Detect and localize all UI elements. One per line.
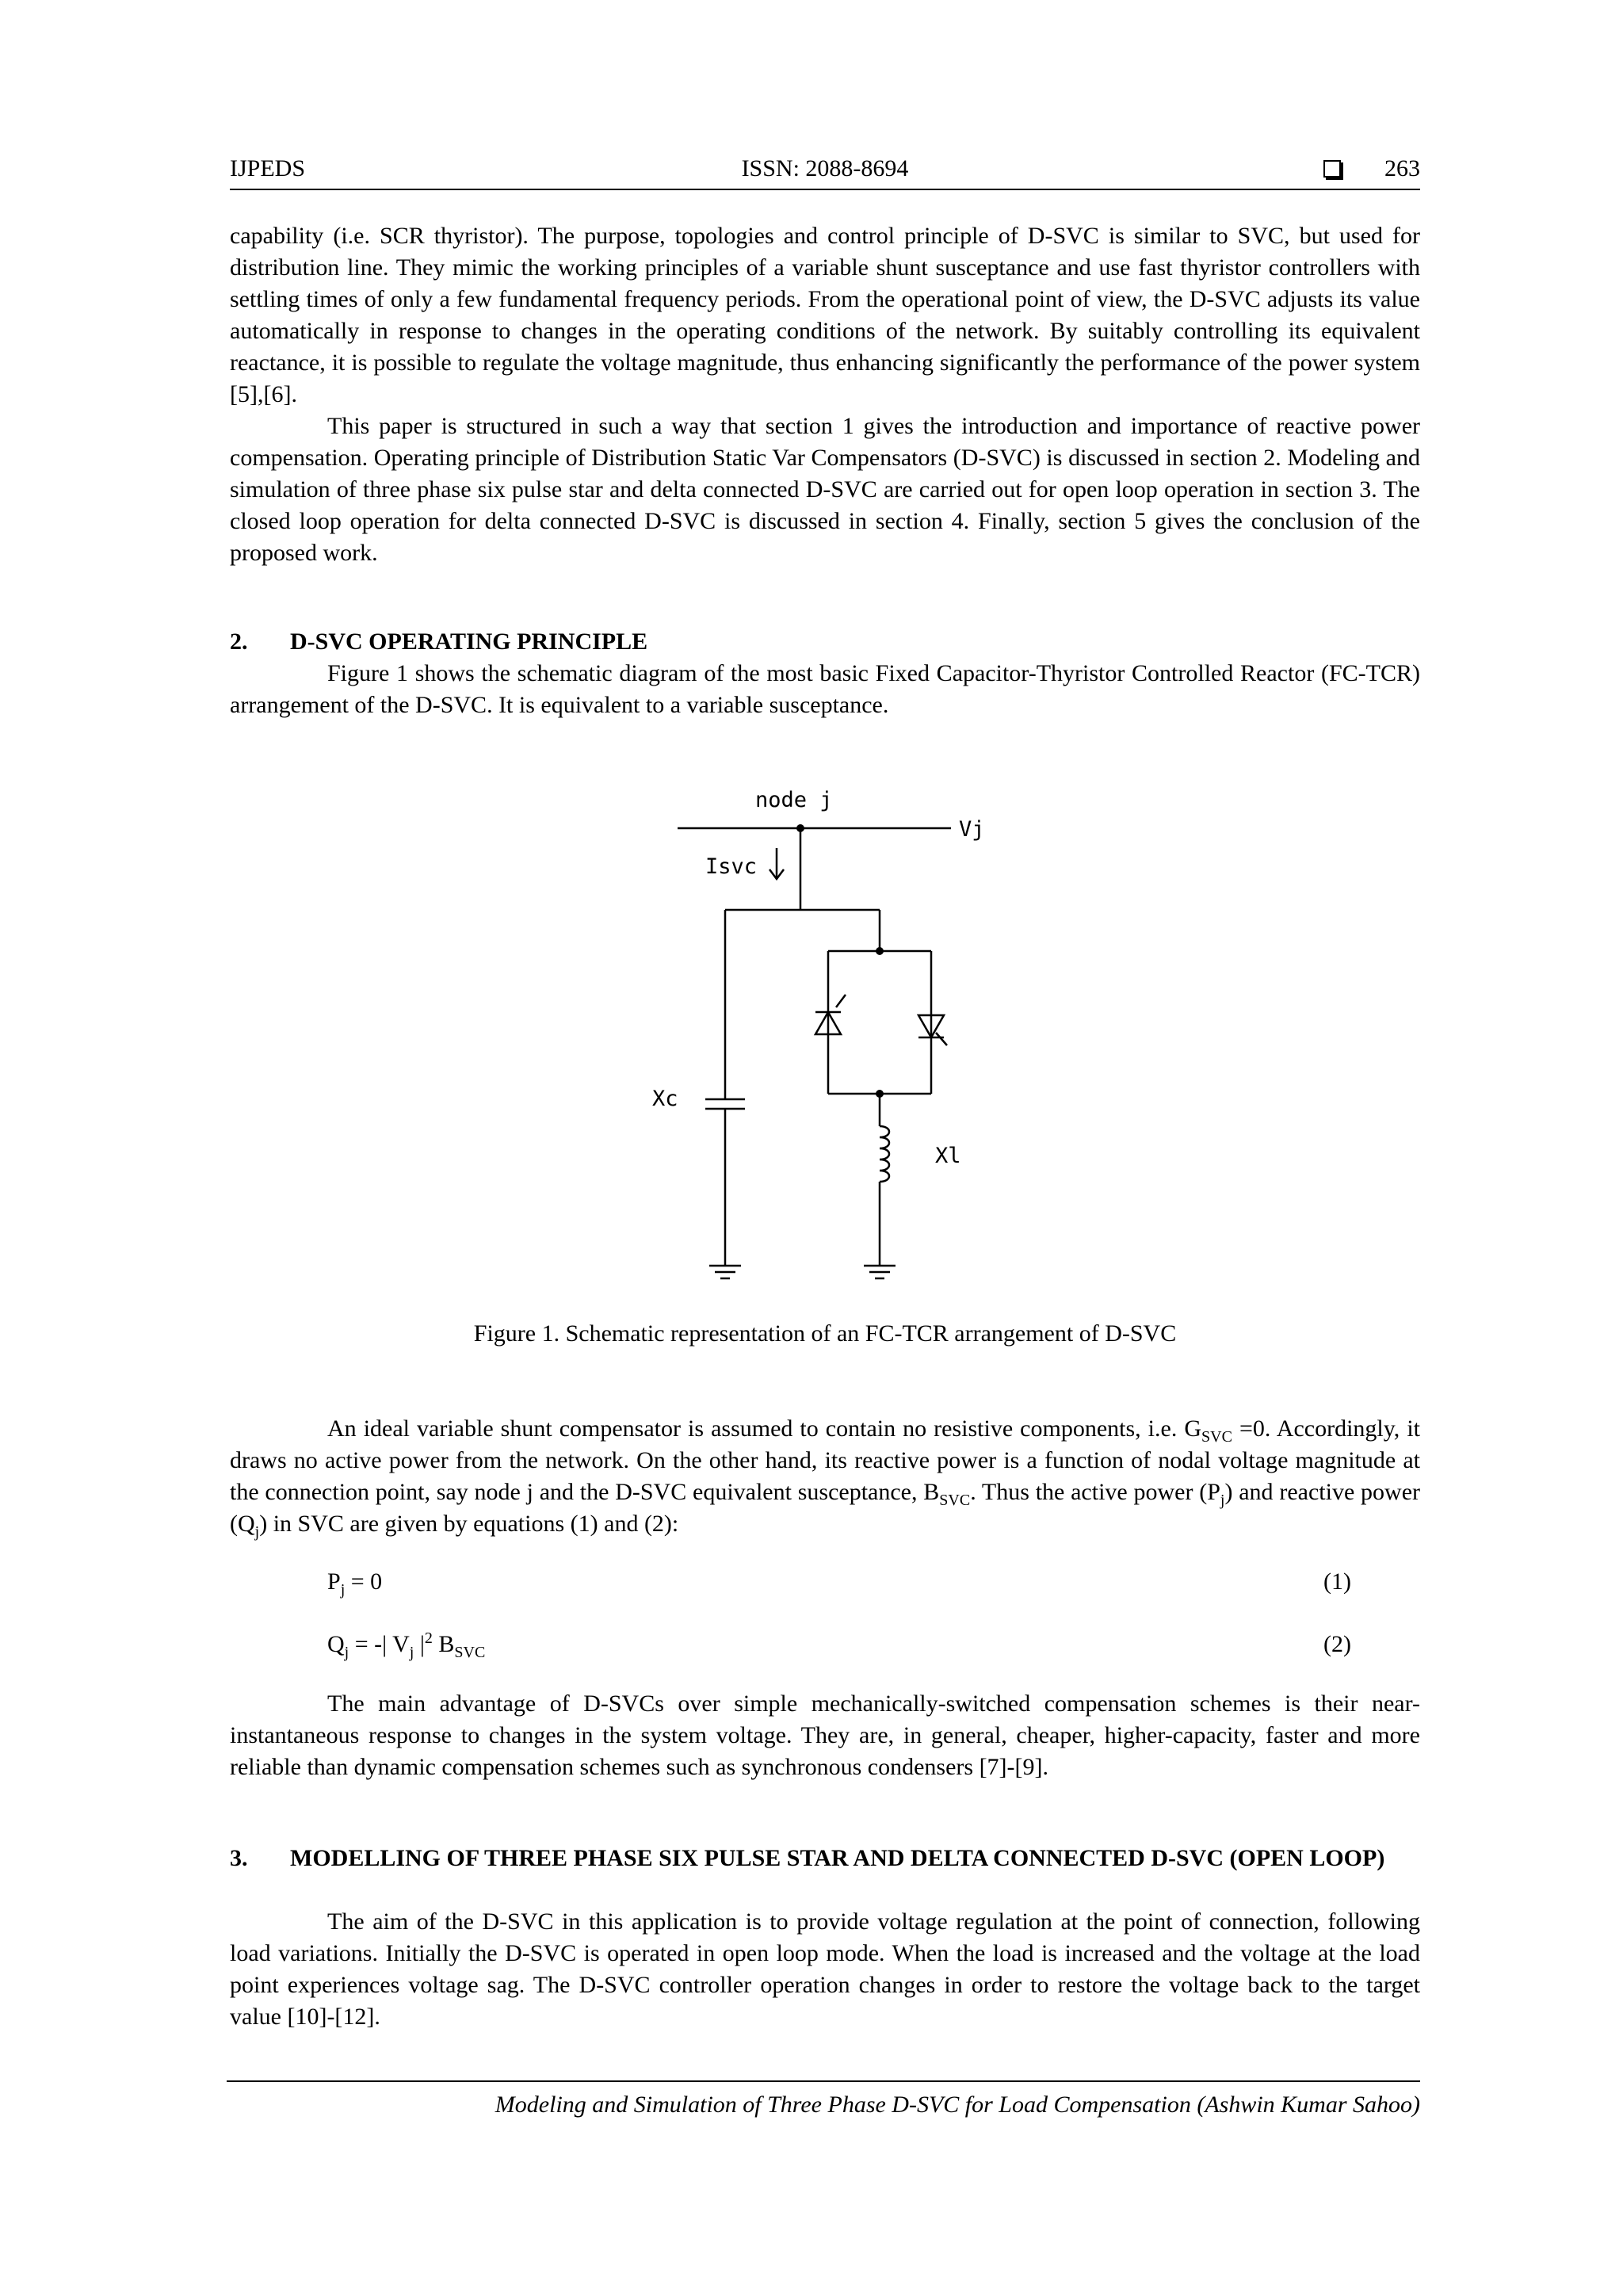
superscript: 2 <box>424 1629 433 1647</box>
subscript: SVC <box>939 1492 971 1509</box>
text-run: . Thus the active power (P <box>970 1479 1220 1505</box>
current-label: Isvc <box>705 854 758 879</box>
section-title: MODELLING OF THREE PHASE SIX PULSE STAR AND DELTA CONNECTED D-SVC (OPEN LOOP) <box>290 1845 1385 1871</box>
equation-body <box>327 1566 382 1598</box>
text-run: Q <box>327 1631 345 1657</box>
voltage-label: Vj <box>959 817 985 842</box>
figure-1-caption: Figure 1. Schematic representation of an FC-TCR arrangement of D-SVC <box>473 1320 1177 1347</box>
inductor-coil <box>880 1126 889 1182</box>
text-run: =0. Accordingly, it draws no active power from the network. On the other hand, its reactive power is a function of nodal voltage magnitude at the connection point, say node j and the D-SVC equivalent susceptance, B <box>230 1415 1420 1505</box>
equation-body <box>327 1629 485 1660</box>
equation-number: (2) <box>1323 1631 1351 1657</box>
section-number: 2. <box>230 628 248 655</box>
text-run: | <box>414 1631 425 1657</box>
section-2-heading <box>230 626 1420 658</box>
text-run: An ideal variable shunt compensator is assumed to contain no resistive components, i.e. G <box>327 1415 1202 1442</box>
section-number: 3. <box>230 1845 248 1871</box>
issn: ISSN: 2088-8694 <box>741 155 909 181</box>
text-run: = 0 <box>345 1568 383 1595</box>
intro-paragraph-1: capability (i.e. SCR thyristor). The purpose, topologies and control principle of D-SVC is similar to SVC, but used for distribution line. They mimic the working principles of a variable shunt susceptance and use fast thyristor controllers with settling times of only a few fundamental frequency periods. From the operational point of view, the D-SVC adjusts its value automatically in response to changes in the operating conditions of the network. By suitably controlling its equivalent reactance, it is possible to regulate the voltage magnitude, thus enhancing significantly the performance of the power system [5],[6]. <box>230 223 1420 407</box>
subscript: SVC <box>1201 1428 1232 1446</box>
text-run: B <box>432 1631 455 1657</box>
section-2-paragraph-3: The main advantage of D-SVCs over simple mechanically-switched compensation schemes is their near-instantaneous response to changes in the system voltage. They are, in general, cheaper, higher-capacity, faster and more reliable than dynamic compensation schemes such as synchronous condensers [7]-[9]. <box>230 1690 1420 1780</box>
section-2-paragraph-1: Figure 1 shows the schematic diagram of the most basic Fixed Capacitor-Thyristor Controlled Reactor (FC-TCR) arrangement of the D-SVC. It is equivalent to a variable susceptance. <box>230 660 1420 718</box>
section-title: D-SVC OPERATING PRINCIPLE <box>290 628 648 655</box>
page-footer: Modeling and Simulation of Three Phase D-SVC for Load Compensation (Ashwin Kumar Sahoo) <box>495 2092 1420 2118</box>
thyristor-down-icon <box>918 1015 947 1045</box>
subscript: j <box>1220 1492 1225 1509</box>
subscript: j <box>254 1523 260 1541</box>
text-run: = -| V <box>349 1631 410 1657</box>
intro-paragraph-2: This paper is structured in such a way that section 1 gives the introduction and importance of reactive power compensation. Operating principle of Distribution Static Var Compensators (D-SVC) is discussed in section 2. Modeling and simulation of three phase six pulse star and delta connected D-SVC are carried out for open loop operation in section 3. The closed loop operation for delta connected D-SVC is discussed in section 4. Finally, section 5 gives the conclusion of the proposed work. <box>230 413 1420 566</box>
checkbox-square-icon <box>1323 160 1341 178</box>
text-run: P <box>327 1568 341 1595</box>
node-label: node j <box>755 788 833 812</box>
capacitor-label: Xc <box>652 1087 678 1111</box>
equation-number: (1) <box>1323 1568 1351 1595</box>
thyristor-up-icon <box>815 995 846 1034</box>
subscript: SVC <box>454 1644 486 1661</box>
circuit-diagram <box>638 781 1018 1296</box>
page-header <box>230 155 1420 190</box>
current-arrow-icon <box>769 848 784 879</box>
text-run: ) and reactive power (Q <box>230 1479 1420 1537</box>
junction-dots <box>796 824 884 1098</box>
subscript: j <box>344 1644 349 1661</box>
journal-name: IJPEDS <box>230 155 306 181</box>
figure-1-schematic <box>638 781 1018 1296</box>
section-3-heading <box>230 1843 1420 1874</box>
subscript: j <box>409 1644 414 1661</box>
text-run: ) in SVC are given by equations (1) and (2): <box>259 1511 679 1537</box>
page-number: 263 <box>1384 155 1420 181</box>
section-3-paragraph-1: The aim of the D-SVC in this application is to provide voltage regulation at the point of connection, following load variations. Initially the D-SVC is operated in open loop mode. When the load is increased and the voltage at the load point experiences voltage sag. The D-SVC controller operation changes in order to restore the voltage back to the target value [10]-[12]. <box>230 1908 1420 2030</box>
footer-rule <box>227 2080 1420 2082</box>
inductor-label: Xl <box>935 1144 961 1168</box>
section-2-paragraph-2 <box>230 1413 1420 1540</box>
subscript: j <box>340 1581 346 1599</box>
